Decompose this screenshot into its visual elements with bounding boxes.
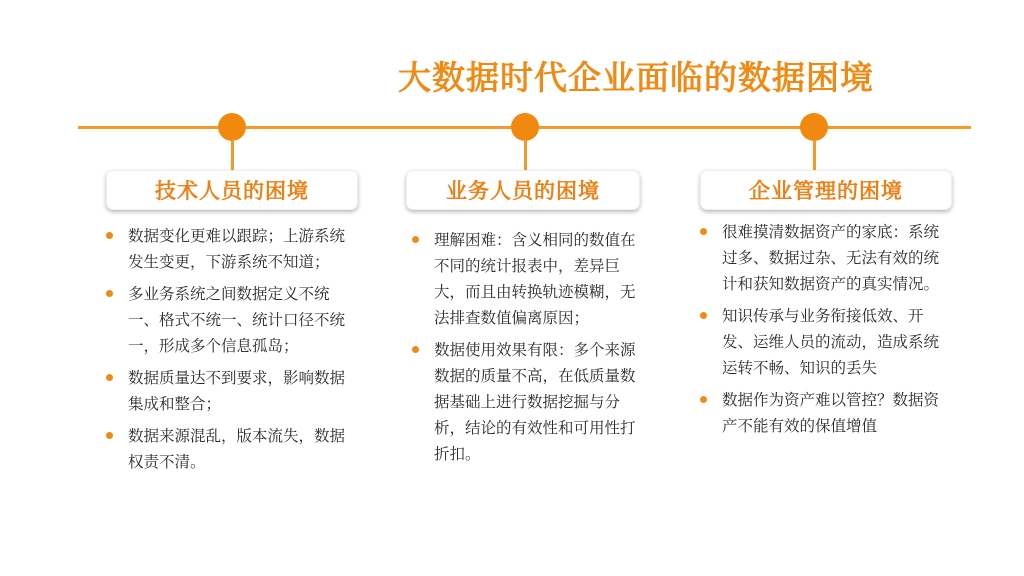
list-item-text: 数据来源混乱，版本流失，数据权责不清。 — [128, 427, 346, 471]
list-item — [104, 365, 360, 417]
column-tech — [104, 223, 360, 481]
timeline-node-3 — [800, 113, 828, 141]
list-item-text: 数据变化更难以跟踪；上游系统发生变更，下游系统不知道； — [128, 227, 346, 271]
list-item — [410, 337, 636, 467]
list-item-text: 理解困难：含义相同的数值在不同的统计报表中，差异巨大，而且由转换轨迹模糊，无法排查数值偏离原因； — [434, 231, 636, 327]
list-item-text: 多业务系统之间数据定义不统一、格式不统一、统计口径不统一，形成多个信息孤岛； — [128, 285, 346, 355]
column-management — [698, 219, 954, 445]
page-title: 大数据时代企业面临的数据困境 — [398, 58, 874, 97]
bullet-icon — [106, 374, 113, 381]
heading-tech: 技术人员的困境 — [106, 170, 358, 210]
timeline-stem-1 — [231, 140, 234, 173]
bullet-icon — [700, 312, 707, 319]
timeline-stem-3 — [813, 140, 816, 173]
list-item-text: 知识传承与业务衔接低效、开发、运维人员的流动，造成系统运转不畅、知识的丢失 — [722, 307, 940, 377]
list-item — [104, 223, 360, 275]
bullet-icon — [106, 290, 113, 297]
list-item — [698, 387, 954, 439]
heading-business: 业务人员的困境 — [406, 170, 640, 210]
list-item — [698, 303, 954, 381]
list-item-text: 数据作为资产难以管控？数据资产不能有效的保值增值 — [722, 391, 940, 435]
bullet-icon — [700, 396, 707, 403]
list-item — [410, 227, 636, 331]
timeline-node-1 — [218, 113, 246, 141]
bullet-icon — [412, 236, 419, 243]
list-item-text: 数据使用效果有限：多个来源数据的质量不高，在低质量数据基础上进行数据挖掘与分析，结论的有效性和可用性打折扣。 — [434, 341, 636, 463]
timeline-node-2 — [511, 113, 539, 141]
bullet-icon — [700, 228, 707, 235]
timeline-stem-2 — [524, 140, 527, 173]
bullet-icon — [106, 232, 113, 239]
list-item — [104, 423, 360, 475]
list-item — [104, 281, 360, 359]
list-item-text: 很难摸清数据资产的家底：系统过多、数据过杂、无法有效的统计和获知数据资产的真实情况。 — [722, 223, 940, 293]
column-business — [410, 227, 636, 473]
list-item — [698, 219, 954, 297]
list-item-text: 数据质量达不到要求，影响数据集成和整合； — [128, 369, 346, 413]
bullet-icon — [412, 346, 419, 353]
bullet-icon — [106, 432, 113, 439]
heading-management: 企业管理的困境 — [700, 170, 952, 210]
